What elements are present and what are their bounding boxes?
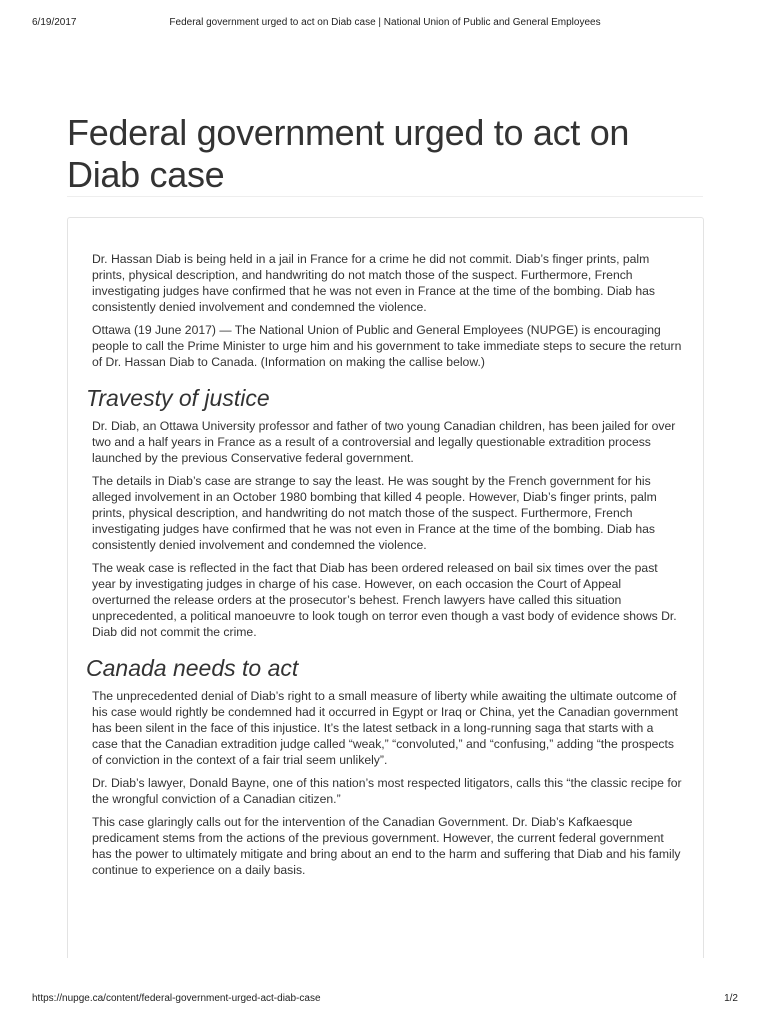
print-date: 6/19/2017 — [32, 17, 77, 28]
intro-paragraph: Ottawa (19 June 2017) — The National Union of Public and General Employees (NUPGE) is encouraging people to call the Prime Minister to urge him and his government to take immediate steps to secure the return of Dr. Hassan Diab to Canada. (Information on making the callise below.) — [92, 323, 682, 369]
section-heading: Travesty of justice — [86, 385, 270, 411]
print-header — [32, 17, 738, 31]
section-heading: Canada needs to act — [86, 655, 299, 681]
section-paragraph: Dr. Diab’s lawyer, Donald Bayne, one of this nation’s most respected litigators, calls this “the classic recipe for the wrongful conviction of a Canadian citizen.” — [92, 776, 682, 806]
print-url: https://nupge.ca/content/federal-government-urged-act-diab-case — [32, 993, 321, 1004]
page-number: 1/2 — [724, 993, 738, 1004]
section-paragraph: The unprecedented denial of Diab’s right to a small measure of liberty while awaiting the ultimate outcome of his case would rightly be condemned had it occurred in Egypt or Iraq or China, yet the Canadian government has been silent in the face of this injustice. It’s the latest setback in a long-running saga that starts with a case that the Canadian extradition judge called “weak,” “convoluted,” and “confusing,” adding “the prospects of conviction in the context of a fair trial seem unlikely”. — [92, 689, 679, 767]
intro-paragraph: Dr. Hassan Diab is being held in a jail in France for a crime he did not commit. Diab’s finger prints, palm prints, physical description, and handwriting do not match those of the suspect. Furthermore, French investigating judges have confirmed that he was not even in France at the time of the bombing. Diab has consistently denied involvement and condemned the violence. — [92, 252, 655, 314]
section-paragraph: The weak case is reflected in the fact that Diab has been ordered released on bail six times over the past year by investigating judges in charge of his case. However, on each occasion the Court of Appeal overturned the release orders at the prosecutor’s behest. French lawyers have called this situation unprecedented, a political manoeuvre to look tough on terror even though a vast body of evidence shows Dr. Diab did not commit the crime. — [92, 561, 677, 639]
section-paragraph: The details in Diab’s case are strange to say the least. He was sought by the French government for his alleged involvement in an October 1980 bombing that killed 4 people. However, Diab’s finger prints, palm prints, physical description, and handwriting do not match those of the suspect. Furthermore, French investigating judges have confirmed that he was not even in France at the time of the bombing. Diab has consistently denied involvement and condemned the violence. — [92, 474, 657, 552]
article-body — [86, 251, 682, 885]
title-divider — [67, 196, 703, 197]
section-paragraph: Dr. Diab, an Ottawa University professor and father of two young Canadian children, has been jailed for over two and a half years in France as a result of a controversial and legally questionable extradition process launched by the previous Conservative federal government. — [92, 419, 676, 465]
print-page-title: Federal government urged to act on Diab case | National Union of Public and General Employees — [169, 17, 601, 28]
section-paragraph: This case glaringly calls out for the intervention of the Canadian Government. Dr. Diab’s Kafkaesque predicament stems from the actions of the previous government. However, the current federal government has the power to ultimately mitigate and bring about an end to the harm and suffering that Diab and his family continue to experience on a daily basis. — [92, 815, 681, 877]
page-title: Federal government urged to act on Diab case — [67, 112, 630, 195]
